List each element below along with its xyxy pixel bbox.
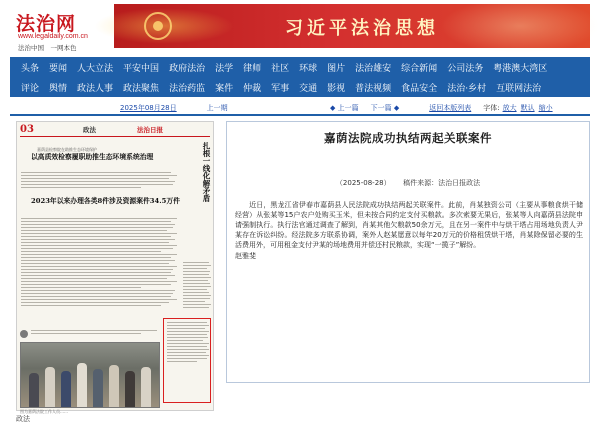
- page-headline[interactable]: 以高质效检察履职助推生态环境系统治理: [31, 153, 154, 161]
- toolbar-divider: [10, 114, 590, 116]
- prev-article-link[interactable]: ◆ 上一篇: [330, 103, 359, 112]
- nav-item[interactable]: 公司法务: [447, 63, 484, 74]
- page-text-block: [183, 262, 211, 310]
- prev-issue-link[interactable]: 上一期: [206, 103, 228, 112]
- article-meta: [227, 178, 589, 188]
- nav-item[interactable]: 要闻: [49, 63, 68, 74]
- nav-item[interactable]: 粤港澳大湾区: [493, 63, 548, 74]
- font-small-button[interactable]: 缩小: [538, 103, 553, 112]
- nav-item[interactable]: 普法视频: [355, 83, 392, 94]
- page-kicker: 嘉荫县检察院在助推生态环境保护: [37, 147, 97, 152]
- nav-row-1: [16, 57, 552, 77]
- article-paragraph: 近日，黑龙江省伊春市嘉荫县人民法院成功执结两起关联案件。此前，肖某独资公司（主要从事粮食烘干储经营）从张某等15户农户处购买玉米，但未按合同约定支付买粮款。多次索要无果后，张某等人向嘉荫县法院申请强制执行。执行法官通过调查了解到，肖某其他欠粮款50余万元，且在另一案件中与烘干塔占用场地负责人尹某存在诉讼纠纷。经法院多方联系协调，案外人赵某愿意以每年20万元的价格租赁烘干塔，肖某除保留必要的生活费用外，可用租金支付尹某的场地费用并偿还村民粮款，实现“一揽子”解纷。: [235, 201, 583, 249]
- nav-item[interactable]: 法治雄安: [355, 63, 392, 74]
- page-right-column[interactable]: [183, 140, 211, 260]
- issue-date-controls: [120, 101, 228, 114]
- nav-item[interactable]: 交通: [299, 83, 318, 94]
- next-article-link[interactable]: 下一篇 ◆: [370, 103, 400, 112]
- nav-item[interactable]: 社区: [271, 63, 290, 74]
- font-size-label: 字体:: [483, 103, 500, 112]
- nav-item[interactable]: 政府法治: [169, 63, 206, 74]
- page-text-block: [21, 172, 179, 190]
- nav-item[interactable]: 环球: [299, 63, 318, 74]
- nav-item[interactable]: 律师: [243, 63, 262, 74]
- article-date: （2025-08-28）: [335, 179, 391, 187]
- header-banner[interactable]: [114, 4, 590, 48]
- article-title: 嘉荫法院成功执结两起关联案件: [324, 131, 492, 145]
- font-large-button[interactable]: 放大: [502, 103, 517, 112]
- nav-item[interactable]: 法学: [215, 63, 234, 74]
- nav-item[interactable]: 仲裁: [243, 83, 262, 94]
- nav-item[interactable]: 政法人事: [77, 83, 114, 94]
- nav-row-2: [16, 77, 546, 97]
- page-column-headline: 扎根一线化解矛盾: [202, 142, 211, 202]
- nav-item[interactable]: 法治·乡村: [447, 83, 487, 94]
- logo-wordmark: 法治网: [16, 13, 77, 35]
- nav-item[interactable]: 食品安全: [401, 83, 438, 94]
- main-nav: [10, 57, 590, 97]
- article-controls: [330, 101, 553, 114]
- newspaper-page-thumbnail[interactable]: [16, 121, 214, 414]
- nav-item[interactable]: 头条: [21, 63, 40, 74]
- issue-date-link[interactable]: 2025年08月28日: [120, 103, 177, 112]
- page-text-block: [21, 218, 179, 308]
- nav-item[interactable]: 舆情: [49, 83, 68, 94]
- author-photo: [20, 330, 28, 338]
- page-headline[interactable]: 2023年以来办理各类8件涉及资源案件34.5万件: [31, 197, 180, 205]
- site-header: [10, 4, 590, 54]
- font-default-button[interactable]: 默认: [520, 103, 535, 112]
- article-panel: [226, 121, 590, 383]
- current-article-highlight[interactable]: [163, 318, 211, 403]
- article-body: [235, 200, 583, 250]
- nav-item[interactable]: 军事: [271, 83, 290, 94]
- nav-item[interactable]: 平安中国: [123, 63, 160, 74]
- banner-title: 习近平法治思想: [285, 18, 439, 39]
- page-number: 03: [20, 124, 34, 135]
- issue-toolbar: [10, 101, 590, 114]
- back-to-page-list-link[interactable]: 返回本版列表: [429, 103, 472, 112]
- logo-slogan: 法治中国 一网本色: [18, 44, 77, 52]
- article-source: 稿件来源：法治日报政法: [403, 179, 481, 187]
- news-photo: [20, 342, 160, 408]
- nav-item[interactable]: 图片: [327, 63, 346, 74]
- photo-caption: 图为嘉荫法院工作人员……: [20, 409, 68, 414]
- nav-item[interactable]: 人大立法: [77, 63, 114, 74]
- page-section-label[interactable]: 政法: [16, 415, 30, 423]
- nav-item[interactable]: 政法聚焦: [123, 83, 160, 94]
- nav-item[interactable]: 互联网法治: [496, 83, 542, 94]
- nav-item[interactable]: 案件: [215, 83, 234, 94]
- nav-item[interactable]: 影视: [327, 83, 346, 94]
- page-section-title: 政法: [83, 126, 96, 134]
- article-author: 赵雅斐: [235, 252, 256, 260]
- page-rule: [20, 136, 210, 137]
- page-masthead: 法治日报: [137, 126, 163, 134]
- emblem-icon: [144, 12, 172, 40]
- nav-item[interactable]: 综合新闻: [401, 63, 438, 74]
- nav-item[interactable]: 法治药监: [169, 83, 206, 94]
- page-text-block: [31, 330, 161, 336]
- nav-item[interactable]: 评论: [21, 83, 40, 94]
- logo-url: www.legaldaily.com.cn: [18, 33, 88, 40]
